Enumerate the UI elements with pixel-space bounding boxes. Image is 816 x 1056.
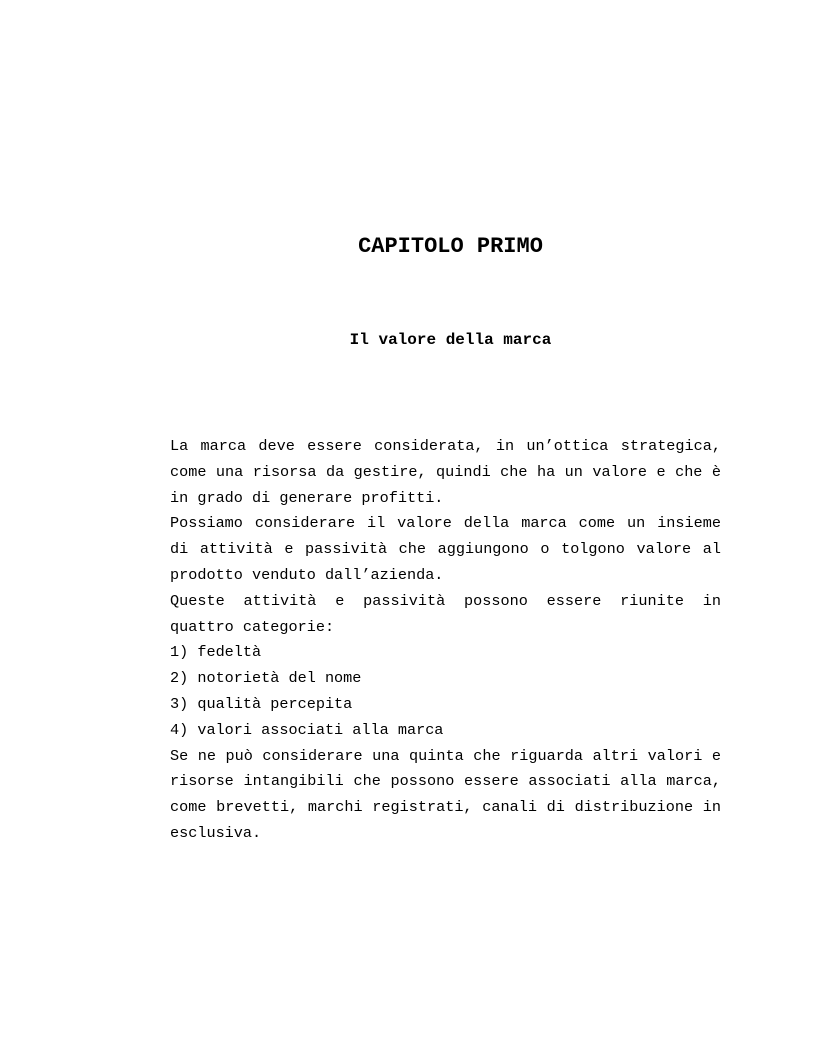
list-item: 1) fedeltà: [170, 643, 262, 662]
paragraph: Possiamo considerare il valore della marca come un insieme di attività e passività che aggiungono o tolgono valore al prodotto venduto dall’azienda.: [170, 514, 721, 584]
paragraph: Se ne può considerare una quinta che riguarda altri valori e risorse intangibili che possono essere associati alla marca, come brevetti, marchi registrati, canali di distribuzione in esclusiva.: [170, 746, 721, 842]
list-item: 2) notorietà del nome: [170, 669, 362, 688]
chapter-subtitle: Il valore della marca: [349, 331, 552, 349]
list-item: 4) valori associati alla marca: [170, 720, 444, 739]
paragraph: La marca deve essere considerata, in un’ottica strategica, come una risorsa da gestire, quindi che ha un valore e che è in grado di generare profitti.: [170, 437, 721, 507]
body-text: [170, 434, 721, 847]
list-item: 3) qualità percepita: [170, 694, 353, 713]
paragraph: Queste attività e passività possono essere riunite in quattro categorie:: [170, 591, 721, 636]
chapter-title: CAPITOLO PRIMO: [358, 234, 543, 259]
